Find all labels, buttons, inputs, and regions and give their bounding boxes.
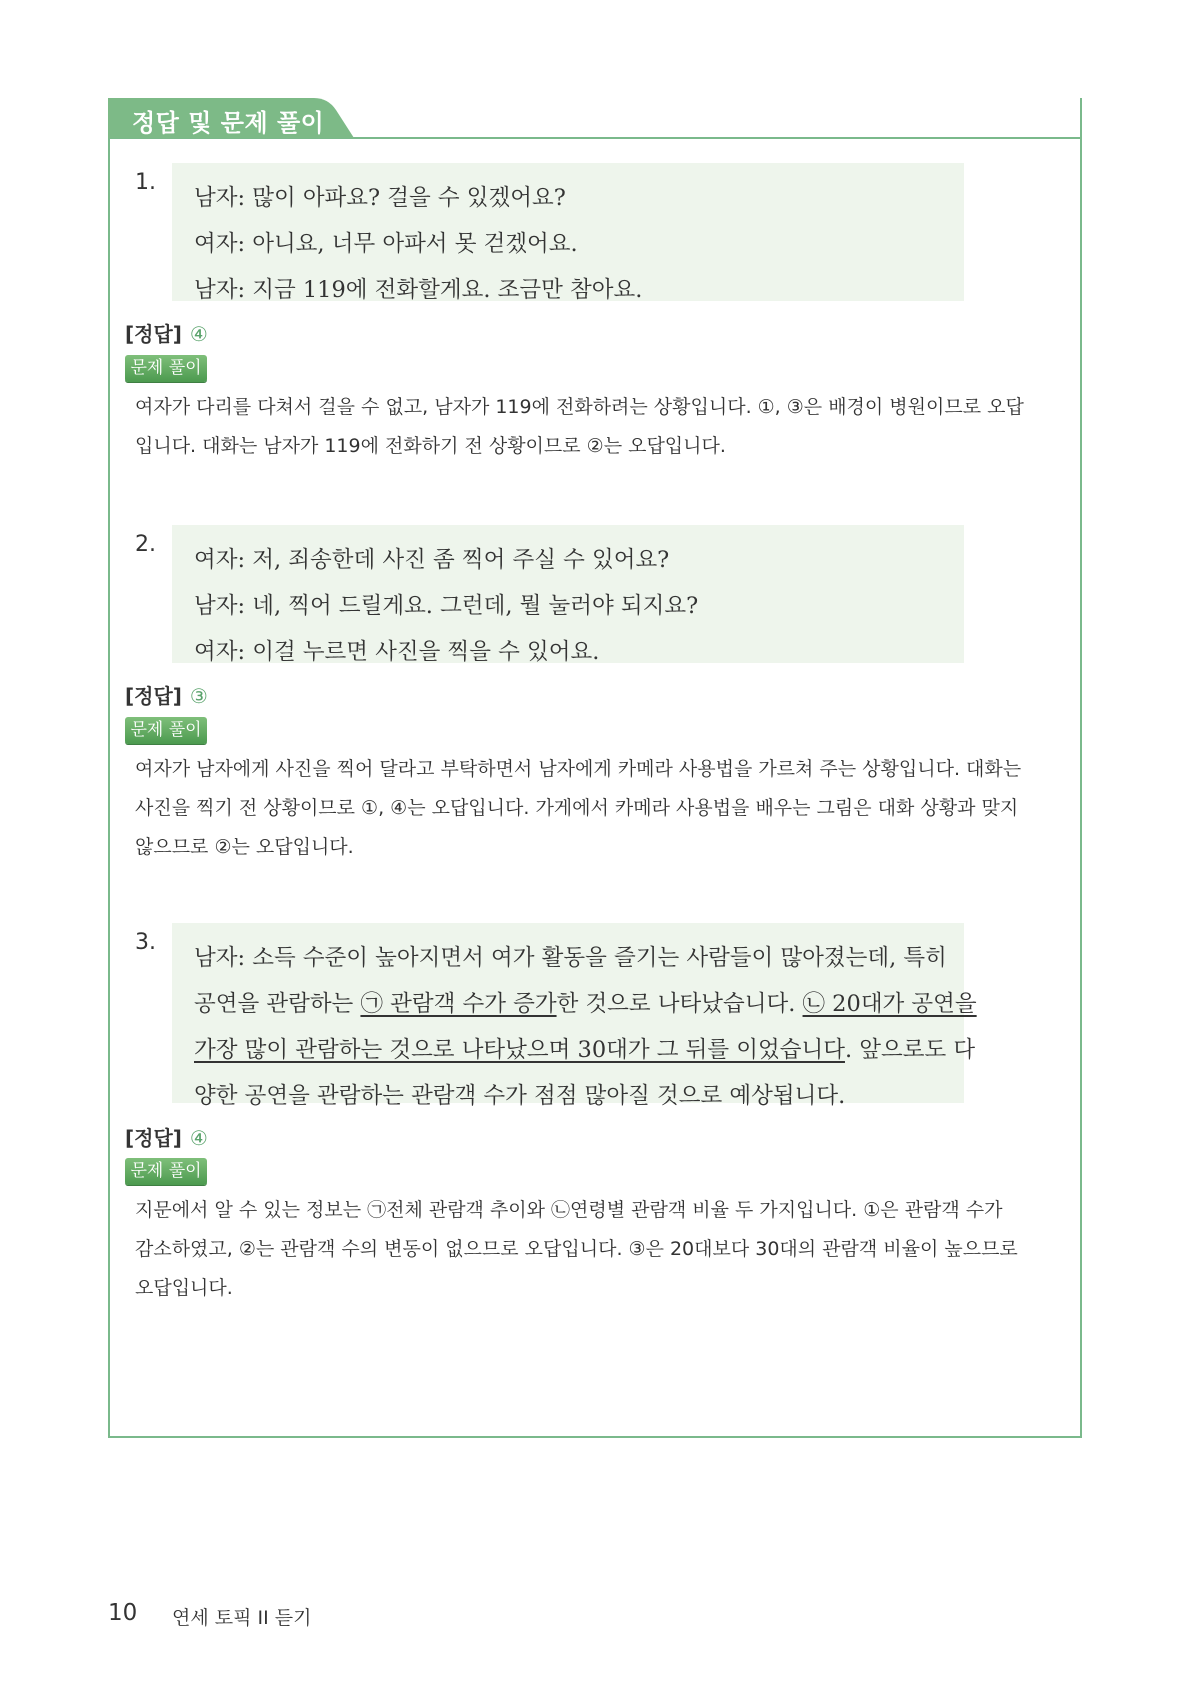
question-2-explanation (135, 750, 1065, 867)
dialogue-line: 남자: 많이 아파요? 걸을 수 있겠어요? (194, 185, 566, 211)
question-3-number: 3. (135, 930, 156, 955)
question-1-answer (125, 318, 208, 347)
dialogue-line: 남자: 소득 수준이 높아지면서 여가 활동을 즐기는 사람들이 많아졌는데, 특히 (194, 945, 947, 971)
explanation-line: 오답입니다. (135, 1277, 233, 1299)
question-1-dialogue-box (172, 163, 964, 301)
explanation-line: 입니다. 대화는 남자가 119에 전화하기 전 상황이므로 ②는 오답입니다. (135, 435, 726, 457)
dialogue-line: 남자: 지금 119에 전화할게요. 조금만 참아요. (194, 277, 643, 303)
dialogue-line: 여자: 이걸 누르면 사진을 찍을 수 있어요. (194, 639, 600, 665)
underlined-phrase: ㉡ 20대가 공연을 (802, 991, 977, 1017)
question-3-dialogue-box (172, 923, 977, 1109)
explanation-line: 않으므로 ②는 오답입니다. (135, 836, 354, 858)
question-1-number: 1. (135, 170, 156, 195)
question-3-explanation (135, 1191, 1065, 1308)
section-title: 정답 및 문제 풀이 (132, 109, 325, 137)
answer-value: ④ (189, 1126, 208, 1150)
question-2-number: 2. (135, 532, 156, 557)
book-title: 연세 토픽 II 듣기 (172, 1607, 312, 1629)
dialogue-line (194, 981, 977, 1027)
dialogue-line: 여자: 저, 죄송한데 사진 좀 찍어 주실 수 있어요? (194, 547, 670, 573)
answer-label: [정답] (125, 322, 182, 346)
dialogue-text: 공연을 관람하는 (194, 991, 361, 1017)
question-2-dialogue-box (172, 525, 964, 663)
explanation-line: 지문에서 알 수 있는 정보는 ㉠전체 관람객 추이와 ㉡연령별 관람객 비율 두 가지입니다. ①은 관람객 수가 (135, 1199, 1003, 1221)
section-header-tab (108, 98, 354, 138)
explanation-badge: 문제 풀이 (125, 355, 207, 382)
question-1-explanation (135, 388, 1065, 466)
explanation-line: 감소하였고, ②는 관람객 수의 변동이 없으므로 오답입니다. ③은 20대보다 30대의 관람객 비율이 높으므로 (135, 1238, 1018, 1260)
answer-label: [정답] (125, 684, 182, 708)
underlined-phrase: 가장 많이 관람하는 것으로 나타났으며 30대가 그 뒤를 이었습니다 (194, 1037, 845, 1063)
question-3-answer (125, 1122, 208, 1151)
dialogue-text: . 앞으로도 다 (844, 1037, 976, 1063)
explanation-line: 사진을 찍기 전 상황이므로 ①, ④는 오답입니다. 가게에서 카메라 사용법을 배우는 그림은 대화 상황과 맞지 (135, 797, 1019, 819)
answer-label: [정답] (125, 1126, 182, 1150)
dialogue-line (194, 1027, 976, 1073)
explanation-line: 여자가 다리를 다쳐서 걸을 수 없고, 남자가 119에 전화하려는 상황입니다. ①, ③은 배경이 병원이므로 오답 (135, 396, 1024, 418)
dialogue-line: 여자: 아니요, 너무 아파서 못 걷겠어요. (194, 231, 578, 257)
page-number: 10 (108, 1600, 138, 1626)
answer-value: ④ (189, 322, 208, 346)
explanation-line: 여자가 남자에게 사진을 찍어 달라고 부탁하면서 남자에게 카메라 사용법을 가르쳐 주는 상황입니다. 대화는 (135, 758, 1022, 780)
dialogue-line: 양한 공연을 관람하는 관람객 수가 점점 많아질 것으로 예상됩니다. (194, 1083, 846, 1109)
explanation-badge: 문제 풀이 (125, 1158, 207, 1185)
question-2-answer (125, 680, 208, 709)
dialogue-text: 한 것으로 나타났습니다. (556, 991, 803, 1017)
underlined-phrase: ㉠ 관람객 수가 증가 (360, 991, 557, 1017)
answer-value: ③ (189, 684, 208, 708)
dialogue-line: 남자: 네, 찍어 드릴게요. 그런데, 뭘 눌러야 되지요? (194, 593, 699, 619)
explanation-badge: 문제 풀이 (125, 717, 207, 744)
